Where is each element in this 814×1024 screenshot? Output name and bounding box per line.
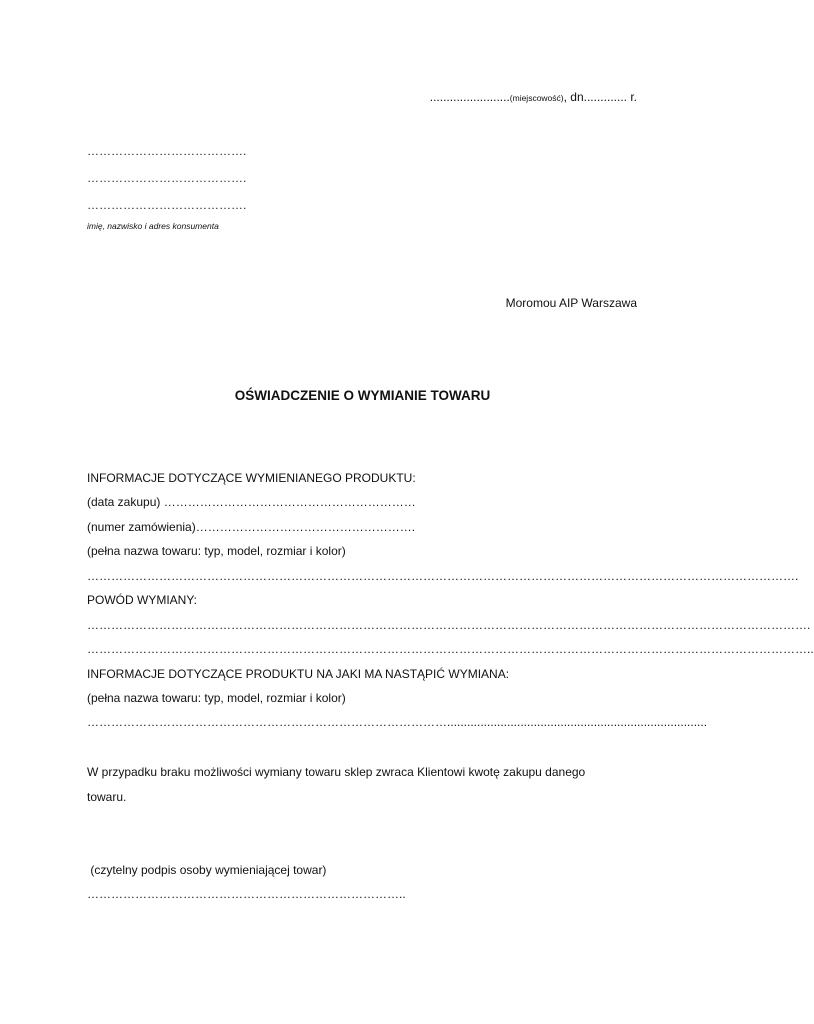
document-title: OŚWIADCZENIE O WYMIANIE TOWARU bbox=[234, 388, 491, 403]
section1-heading: INFORMACJE DOTYCZĄCE WYMIENIANEGO PRODUKTU: bbox=[87, 471, 416, 485]
reason-line-2: ……………………………………………………………………………………………………………………………………………………………….. bbox=[87, 642, 814, 656]
notice-line-2: towaru. bbox=[87, 790, 127, 804]
reason-line-1: ………………………………………………………………………………………………………………………………………………………………. bbox=[87, 618, 811, 632]
product-name-label: (pełna nazwa towaru: typ, model, rozmiar i kolor) bbox=[87, 544, 346, 558]
date-prefix: , dn bbox=[563, 90, 584, 104]
consumer-line-2: …………………………………. bbox=[87, 171, 247, 185]
section3-heading: INFORMACJE DOTYCZĄCE PRODUKTU NA JAKI MA NASTĄPIĆ WYMIANA: bbox=[87, 667, 510, 681]
signature-line: …………………………………………………………………….. bbox=[87, 887, 406, 901]
place-label: (miejscowość) bbox=[509, 93, 564, 103]
place-dots: ........................ bbox=[429, 90, 510, 104]
place-date-line bbox=[430, 89, 637, 106]
consumer-line-3: …………………………………. bbox=[87, 198, 247, 212]
date-suffix: r. bbox=[626, 90, 637, 104]
signature-label: (czytelny podpis osoby wymieniającej towar) bbox=[87, 863, 327, 877]
consumer-label: imię, nazwisko i adres konsumenta bbox=[87, 221, 219, 231]
order-number-field: (numer zamówienia)………………………………………………. bbox=[87, 520, 416, 534]
date-dots: ............. bbox=[583, 90, 627, 104]
recipient-name: Moromou AIP Warszawa bbox=[505, 296, 637, 310]
section2-heading: POWÓD WYMIANY: bbox=[87, 593, 198, 607]
consumer-line-1: …………………………………. bbox=[87, 144, 247, 158]
new-product-name-line: ……………………………………………………………………………….............................................................................. bbox=[87, 715, 708, 729]
product-name-line: ……………………………………………………………………………………………………………………………………………………………. bbox=[87, 569, 799, 583]
new-product-name-label: (pełna nazwa towaru: typ, model, rozmiar i kolor) bbox=[87, 691, 346, 705]
purchase-date-field: (data zakupu) ……………………………………………………… bbox=[87, 495, 416, 509]
notice-line-1: W przypadku braku możliwości wymiany towaru sklep zwraca Klientowi kwotę zakupu danego bbox=[87, 765, 586, 779]
